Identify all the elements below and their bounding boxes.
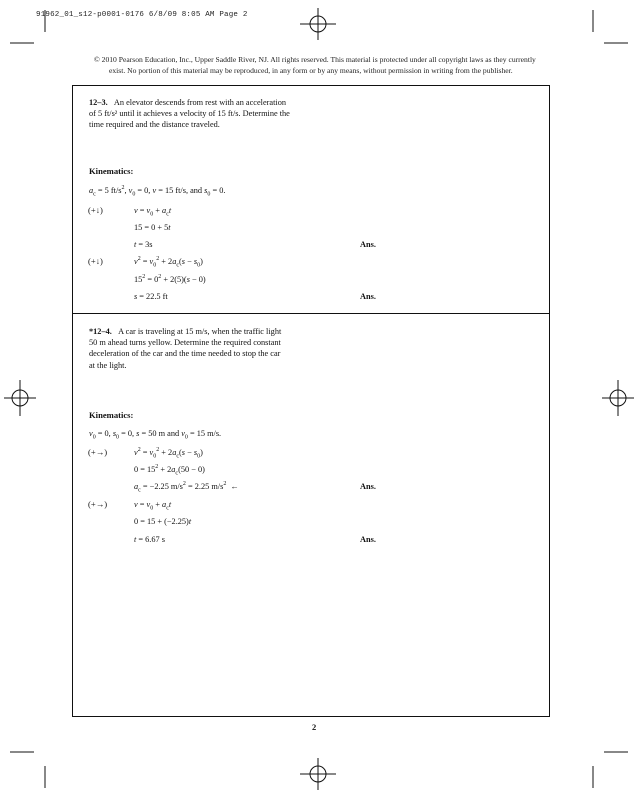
- answer-label: Ans.: [360, 535, 376, 544]
- problem-statement-12-3: [89, 97, 309, 131]
- problem-statement-12-4: [89, 326, 311, 371]
- answer-label: Ans.: [360, 292, 376, 301]
- kinematics-heading: Kinematics:: [89, 410, 134, 420]
- problem-text: of 5 ft/s² until it achieves a velocity of 15 ft/s. Determine the: [89, 109, 290, 119]
- problem-text: An elevator descends from rest with an acceleration: [113, 98, 286, 107]
- copyright-notice: [94, 55, 564, 76]
- equation: $v = v_0 + a_ct$: [134, 500, 172, 512]
- kinematics-heading: Kinematics:: [89, 166, 134, 176]
- registration-mark-bottom: [300, 758, 336, 790]
- equation: 0 = 15 + (−2.25)t: [134, 517, 192, 526]
- answer-label: Ans.: [360, 482, 376, 491]
- problem-number: *12–4.: [89, 327, 112, 336]
- given-values: $a_c = 5$ $ft/s^2$, $v_0 = 0$, v = 15 ft/s, and $s_0 = 0$.: [89, 185, 226, 198]
- equation: $0 = 15^2 + 2a_c(50 - 0)$: [134, 464, 205, 477]
- equation: $a_c = -2.25$ $m/s^2 = 2.25$ $m/s^2$ ←: [134, 481, 239, 494]
- file-slug: 91962_01_s12-p0001-0176 6/8/09 8:05 AM Page 2: [36, 11, 248, 19]
- equation: $v = v_0 + a_ct$: [134, 206, 172, 218]
- page-number: 2: [312, 722, 317, 732]
- equation: 15 = 0 + 5t: [134, 223, 171, 232]
- direction-sign: (+↓): [88, 205, 103, 215]
- equation: t = 3s: [134, 240, 153, 249]
- problem-text: 50 m ahead turns yellow. Determine the required constant: [89, 338, 281, 348]
- problem-text: A car is traveling at 15 m/s, when the traffic light: [118, 327, 282, 336]
- equation: $15^2 = 0^2 + 2(5)(s - 0)$: [134, 274, 206, 284]
- problem-text: at the light.: [89, 360, 127, 370]
- registration-mark-right: [602, 380, 634, 416]
- direction-sign: (+→): [88, 499, 108, 509]
- problem-box-12-4: [72, 313, 550, 717]
- direction-sign: (+→): [88, 447, 108, 457]
- equation: $v^2 = v_0^2 + 2a_c(s - s_0)$: [134, 256, 203, 269]
- registration-mark-left: [4, 380, 36, 416]
- copyright-line-2: exist. No portion of this material may be reproduced, in any form or by any means, without permission in writing from the publisher.: [109, 65, 513, 75]
- problem-text: deceleration of the car and the time needed to stop the car: [89, 349, 281, 359]
- problem-text: time required and the distance traveled.: [89, 120, 220, 130]
- equation: t = 6.67 s: [134, 535, 165, 544]
- equation: $v^2 = v_0^2 + 2a_c(s - s_0)$: [134, 447, 203, 460]
- copyright-line-1: © 2010 Pearson Education, Inc., Upper Saddle River, NJ. All rights reserved. This material is protected under all copyright laws as they currently: [94, 55, 536, 64]
- registration-mark-top: [300, 8, 336, 40]
- given-values: $v_0 = 0$, $s_0 = 0$, s = 50 m and $v_0 = 15$ m/s.: [89, 429, 222, 441]
- problem-number: 12–3.: [89, 98, 108, 107]
- answer-label: Ans.: [360, 240, 376, 249]
- direction-sign: (+↓): [88, 256, 103, 266]
- equation: s = 22.5 ft: [134, 292, 168, 301]
